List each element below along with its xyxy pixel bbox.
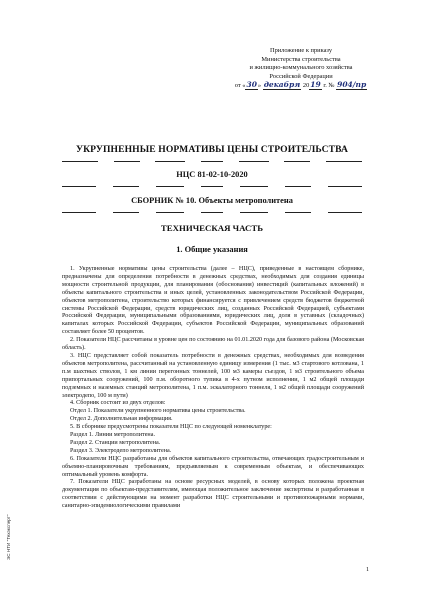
approval-date-line bbox=[235, 81, 367, 91]
paragraph-3: 3. НЦС представляет собой показатель потребности в денежных средствах, необходимых для возведения объектов метрополитена, рассчитанный на установленную единицу измерения (1 тыс. м3 стартового котлована, 1 п.м шахтных стволов, 1 км линии перегонных тоннелей, 100 м3 камеры съездов, 1 м3 строительного объема припортальных сооружений, 100 п.м. оборотного тупика в 4-х путном исполнении, 1 м2 общей площади подземных и наземных станций метрополитена, 1 п.м. эскалаторного тоннеля, 1 м2 общей площади сооружений электродепо, 100 м пути) bbox=[62, 352, 364, 399]
paragraph-4: 4. Сборник состоит из двух отделов: bbox=[70, 400, 166, 407]
order-number-handwritten: 904/пр bbox=[337, 80, 367, 90]
list-item-department-1: Отдел 1. Показатели укрупненного норматива цены строительства. bbox=[70, 408, 246, 415]
approval-line-4: Российской Федерации bbox=[269, 72, 333, 80]
date-prefix: от « bbox=[234, 82, 246, 90]
paragraph-2: 2. Показатели НЦС рассчитаны в уровне цен по состоянию на 01.01.2020 года для базового района (Московская область). bbox=[62, 337, 364, 352]
date-year-prefix: 20 bbox=[301, 82, 310, 90]
part-title: ТЕХНИЧЕСКАЯ ЧАСТЬ bbox=[160, 223, 264, 233]
collection-title: СБОРНИК № 10. Объекты метрополитена bbox=[131, 196, 293, 205]
approval-line-3: и жилищно-коммунального хозяйства bbox=[249, 64, 353, 72]
page-number: 1 bbox=[366, 566, 370, 573]
paragraph-1: 1. Укрупненные нормативы цены строительства (далее – НЦС), приведенные в настоящем сборнике, предназначены для определения потребности в денежных средствах, необходимых для создания единицы мощности строительной продукции, для планирования (обоснования) инвестиций (капитальных вложений) в объекты капитального строительства и иных целей, установленных законодательством Российской Федерации, объектов метрополитена, строительство которых финансируется с привлечением средств бюджетов бюджетной системы Российской Федерации, средств юридических лиц, созданных Российской Федерацией, субъектами Российской Федерации, муниципальными образованиями, юридических лиц, доля в уставных (складочных) капиталах которых Российской Федерации, субъектов Российской Федерации, муниципальных образований составляет более 50 процентов. bbox=[62, 266, 364, 336]
dash-divider-1 bbox=[62, 161, 362, 163]
list-item-department-2: Отдел 2. Дополнительная информация. bbox=[70, 416, 173, 423]
date-year-suffix: г. № bbox=[321, 82, 337, 90]
document-title: УКРУПНЕННЫЕ НОРМАТИВЫ ЦЕНЫ СТРОИТЕЛЬСТВА bbox=[75, 144, 349, 155]
date-day-handwritten: 30 bbox=[246, 80, 257, 90]
list-item-section-1: Раздел 1. Линии метрополитена. bbox=[70, 432, 155, 439]
approval-block bbox=[226, 47, 376, 91]
approval-line-2: Министерства строительства bbox=[261, 55, 341, 63]
document-code: НЦС 81-02-10-2020 bbox=[176, 170, 248, 179]
paragraph-6: 6. Показатели НЦС разработаны для объектов капитального строительства, отвечающих градостроительным и объемно-планировочным требованиям, предъявляемым к современным объектам, и обеспечивающих оптимальный уровень комфорта. bbox=[62, 455, 364, 478]
list-item-section-2: Раздел 2. Станции метрополитена. bbox=[70, 439, 161, 446]
dash-divider-3 bbox=[62, 212, 362, 214]
section-title: 1. Общие указания bbox=[176, 245, 248, 254]
dash-divider-2 bbox=[62, 186, 362, 188]
date-month-handwritten: декабря bbox=[263, 80, 301, 90]
paragraph-7: 7. Показатели НЦС разработаны на основе ресурсных моделей, в основу которых положена проектная документация по объектам-представителям, имеющая положительное заключение экспертизы и разработанная в соответствии с действующими на момент разработки НЦС строительными и противопожарными нормами, санитарно-эпидемиологическими правилами bbox=[62, 479, 364, 510]
approval-line-1: Приложение к приказу bbox=[269, 47, 333, 54]
body-text bbox=[62, 266, 364, 511]
list-item-section-3: Раздел 3. Электродепо метрополитена. bbox=[70, 447, 172, 454]
date-mid: » bbox=[257, 82, 263, 90]
date-year-handwritten: 19 bbox=[310, 80, 321, 90]
paragraph-5: 5. В сборнике предусмотрены показатели НЦС по следующей номенклатуре: bbox=[70, 424, 272, 431]
side-note: ЭС НТИ "Техэксперт" bbox=[6, 514, 11, 560]
